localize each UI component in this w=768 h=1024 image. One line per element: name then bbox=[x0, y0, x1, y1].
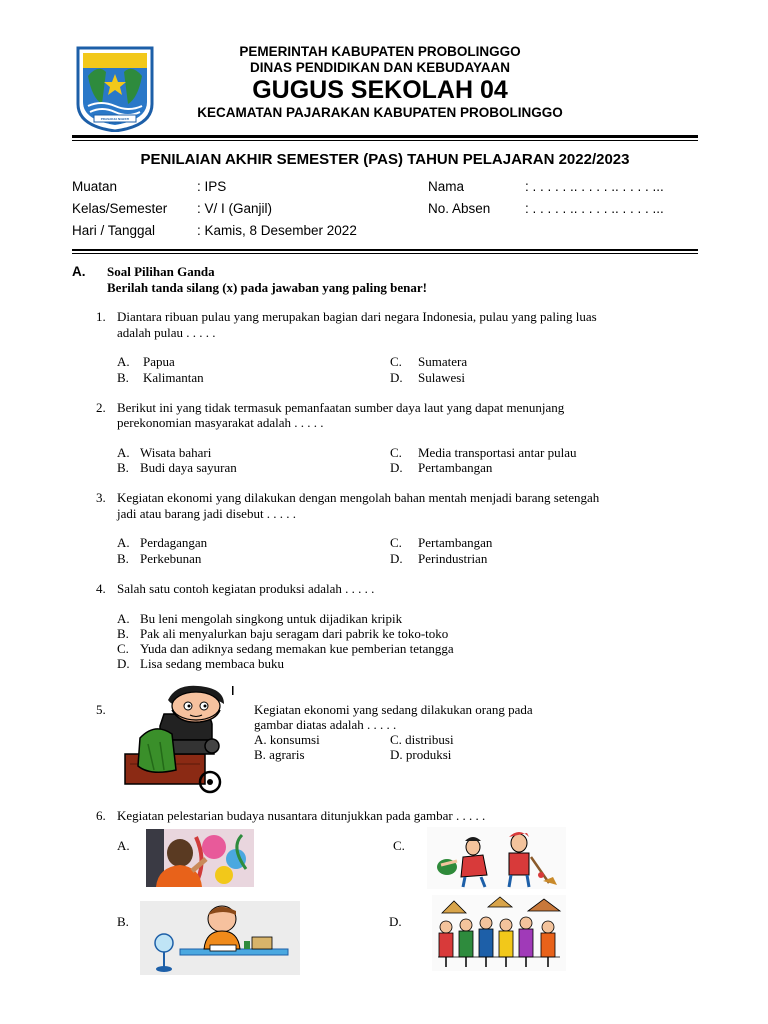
q6-image-d[interactable] bbox=[432, 895, 566, 971]
absen-field[interactable]: : . . . . . .. . . . . .. . . . . ... bbox=[525, 201, 664, 216]
q5-option-c[interactable]: C. distribusi bbox=[390, 732, 454, 747]
q4-option-c[interactable]: Yuda dan adiknya sedang memakan kue pemberian tetangga bbox=[140, 641, 454, 656]
absen-label: No. Absen bbox=[428, 201, 491, 216]
muatan-label: Muatan bbox=[72, 179, 118, 194]
exam-title: PENILAIAN AKHIR SEMESTER (PAS) TAHUN PELAJARAN 2022/2023 bbox=[140, 151, 630, 168]
q5-text-line1: Kegiatan ekonomi yang sedang dilakukan orang pada bbox=[254, 702, 533, 717]
hari-value: : Kamis, 8 Desember 2022 bbox=[197, 223, 357, 238]
q2-option-d[interactable]: Pertambangan bbox=[418, 460, 493, 475]
header-title: GUGUS SEKOLAH 04 bbox=[252, 76, 508, 104]
q1-option-d[interactable]: Sulawesi bbox=[418, 370, 465, 385]
q4-number: 4. bbox=[96, 581, 106, 596]
q1-option-c[interactable]: Sumatera bbox=[418, 354, 468, 369]
q3-option-d-letter[interactable]: D. bbox=[390, 551, 403, 566]
q5-option-d[interactable]: D. produksi bbox=[390, 747, 452, 762]
q5-option-a[interactable]: A. konsumsi bbox=[254, 732, 320, 747]
q1-option-b[interactable]: Kalimantan bbox=[143, 370, 204, 385]
q1-text-line1: Diantara ribuan pulau yang merupakan bagian dari negara Indonesia, pulau yang paling luas bbox=[117, 309, 597, 324]
q4-option-b-letter[interactable]: B. bbox=[117, 626, 129, 641]
q4-option-c-letter[interactable]: C. bbox=[117, 641, 129, 656]
q2-number: 2. bbox=[96, 400, 106, 415]
q4-option-a[interactable]: Bu leni mengolah singkong untuk dijadikan kripik bbox=[140, 611, 403, 626]
q1-text-line2: adalah pulau . . . . . bbox=[117, 325, 216, 340]
q5-option-b[interactable]: B. agraris bbox=[254, 747, 305, 762]
q6-image-a[interactable] bbox=[146, 829, 254, 887]
q6-option-a-letter[interactable]: A. bbox=[117, 838, 130, 853]
q6-option-c-letter[interactable]: C. bbox=[393, 838, 405, 853]
q3-text-line1: Kegiatan ekonomi yang dilakukan dengan mengolah bahan mentah menjadi barang setengah bbox=[117, 490, 600, 505]
header-line2: DINAS PENDIDIKAN DAN KEBUDAYAAN bbox=[249, 60, 511, 75]
q6-image-c[interactable] bbox=[427, 827, 566, 889]
q3-text-line2: jadi atau barang jadi disebut . . . . . bbox=[117, 506, 297, 521]
q4-option-d[interactable]: Lisa sedang membaca buku bbox=[140, 656, 285, 671]
hari-label: Hari / Tanggal bbox=[72, 223, 156, 238]
section-letter: A. bbox=[72, 264, 86, 279]
q2-text-line2: perekonomian masyarakat adalah . . . . . bbox=[117, 415, 324, 430]
regency-logo bbox=[76, 46, 154, 132]
logo-motto: PRASADJA NGESTI WIBAWA bbox=[100, 117, 130, 125]
nama-label: Nama bbox=[428, 179, 465, 194]
q3-option-a[interactable]: Perdagangan bbox=[140, 535, 208, 550]
q1-option-b-letter[interactable]: B. bbox=[117, 370, 129, 385]
tailor-sewing-image bbox=[120, 684, 236, 794]
q2-option-b[interactable]: Budi daya sayuran bbox=[140, 460, 237, 475]
q2-option-d-letter[interactable]: D. bbox=[390, 460, 403, 475]
q5-number: 5. bbox=[96, 702, 106, 717]
header-divider-thick bbox=[72, 135, 698, 138]
q3-option-b[interactable]: Perkebunan bbox=[140, 551, 202, 566]
q3-option-c-letter[interactable]: C. bbox=[390, 535, 402, 550]
info-divider-thick bbox=[72, 249, 698, 251]
q4-option-a-letter[interactable]: A. bbox=[117, 611, 130, 626]
q1-number: 1. bbox=[96, 309, 106, 324]
q2-option-a[interactable]: Wisata bahari bbox=[140, 445, 212, 460]
header-divider-thin bbox=[72, 140, 698, 141]
header-line1: PEMERINTAH KABUPATEN PROBOLINGGO bbox=[239, 44, 521, 59]
header-line4: KECAMATAN PAJARAKAN KABUPATEN PROBOLINGGO bbox=[197, 105, 563, 120]
q2-option-b-letter[interactable]: B. bbox=[117, 460, 129, 475]
q2-option-a-letter[interactable]: A. bbox=[117, 445, 130, 460]
kelas-value: : V/ I (Ganjil) bbox=[197, 201, 273, 216]
kelas-label: Kelas/Semester bbox=[72, 201, 168, 216]
q6-image-b[interactable] bbox=[140, 901, 300, 975]
q5-text-line2: gambar diatas adalah . . . . . bbox=[254, 717, 397, 732]
q2-option-c[interactable]: Media transportasi antar pulau bbox=[418, 445, 577, 460]
q4-option-d-letter[interactable]: D. bbox=[117, 656, 130, 671]
q4-text-line1: Salah satu contoh kegiatan produksi adalah . . . . . bbox=[117, 581, 375, 596]
q3-option-c[interactable]: Pertambangan bbox=[418, 535, 493, 550]
q1-option-d-letter[interactable]: D. bbox=[390, 370, 403, 385]
q3-option-a-letter[interactable]: A. bbox=[117, 535, 130, 550]
q1-option-a-letter[interactable]: A. bbox=[117, 354, 130, 369]
q1-option-a[interactable]: Papua bbox=[143, 354, 175, 369]
q3-option-b-letter[interactable]: B. bbox=[117, 551, 129, 566]
section-title: Soal Pilihan Ganda bbox=[107, 264, 215, 279]
section-instruction: Berilah tanda silang (x) pada jawaban yang paling benar! bbox=[107, 280, 428, 295]
q3-option-d[interactable]: Perindustrian bbox=[418, 551, 488, 566]
nama-field[interactable]: : . . . . . .. . . . . .. . . . . ... bbox=[525, 179, 664, 194]
q6-option-d-letter[interactable]: D. bbox=[389, 914, 402, 929]
muatan-value: : IPS bbox=[197, 179, 227, 194]
q6-text-line1: Kegiatan pelestarian budaya nusantara ditunjukkan pada gambar . . . . . bbox=[117, 808, 486, 823]
q2-option-c-letter[interactable]: C. bbox=[390, 445, 402, 460]
q6-number: 6. bbox=[96, 808, 106, 823]
q4-option-b[interactable]: Pak ali menyalurkan baju seragam dari pabrik ke toko-toko bbox=[140, 626, 449, 641]
q6-option-b-letter[interactable]: B. bbox=[117, 914, 129, 929]
q3-number: 3. bbox=[96, 490, 106, 505]
q2-text-line1: Berikut ini yang tidak termasuk pemanfaatan sumber daya laut yang dapat menunjang bbox=[117, 400, 565, 415]
q1-option-c-letter[interactable]: C. bbox=[390, 354, 402, 369]
info-divider-thin bbox=[72, 253, 698, 254]
